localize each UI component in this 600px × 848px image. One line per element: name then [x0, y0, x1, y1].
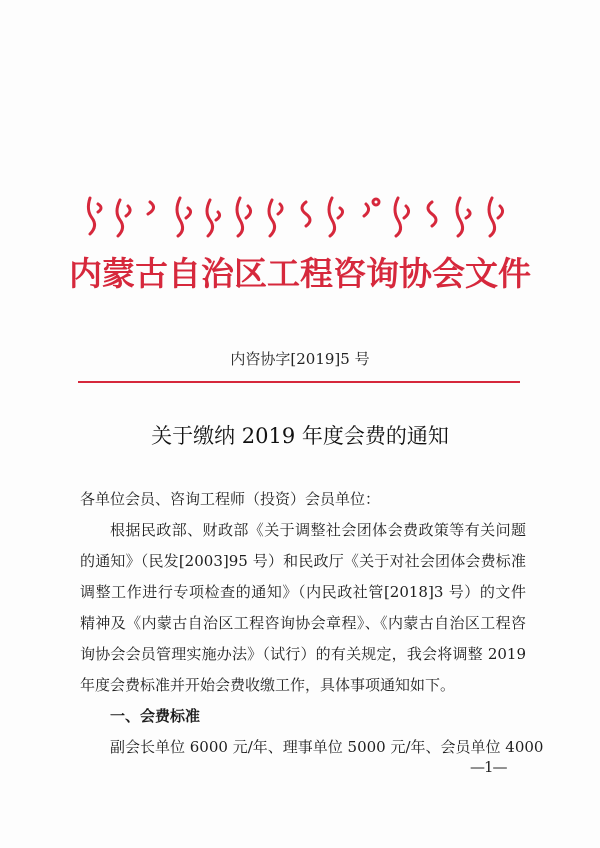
mongolian-script-header: [80, 190, 520, 240]
document-number: 内咨协字[2019]5 号: [230, 350, 370, 368]
notice-subject: 关于缴纳 2019 年度会费的通知: [151, 424, 449, 448]
notice-body: [80, 484, 544, 763]
red-divider-line: [78, 381, 520, 383]
section-1-heading: 一、会费标准: [110, 707, 201, 725]
salutation: 各单位会员、咨询工程师（投资）会员单位：: [80, 490, 381, 508]
paragraph-1: 根据民政部、财政部《关于调整社会团体会费政策等有关问题的通知》（民发[2003]95 号）和民政厅《关于对社会团体会费标准调整工作进行专项检查的通知》（内民政社管[2018]3 号）的文件精神及《内蒙古自治区工程咨询协会章程》、《内蒙古自治区工程咨询协会会员管理实施办法》（试行）的有关规定，我会将调整 2019 年度会费标准并开始会费收缴工作，具体事项通知如下。: [80, 521, 526, 694]
page-number: —1—: [470, 758, 507, 776]
fee-standard-line: 副会长单位 6000 元/年、理事单位 5000 元/年、会员单位 4000: [110, 738, 544, 756]
organization-title: 内蒙古自治区工程咨询协会文件: [69, 254, 531, 293]
